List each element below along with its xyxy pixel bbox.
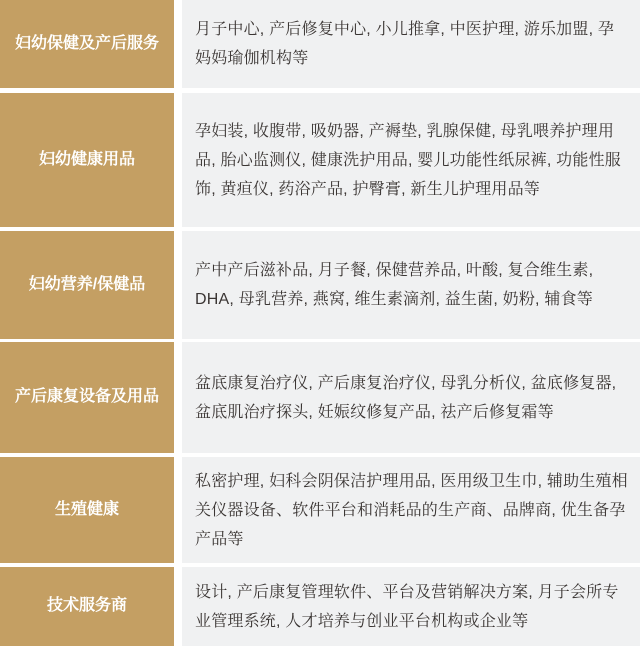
category-label: 妇幼保健及产后服务 xyxy=(14,34,159,52)
category-cell xyxy=(0,0,174,88)
table-row xyxy=(0,93,640,227)
column-divider xyxy=(174,457,182,563)
items-text: 设计, 产后康复管理软件、平台及营销解决方案, 月子会所专业管理系统, 人才培养与创业平台机构或企业等 xyxy=(195,583,619,630)
table-row xyxy=(0,231,640,339)
items-cell xyxy=(182,457,640,563)
table-row xyxy=(0,567,640,646)
column-divider xyxy=(174,93,182,227)
items-text: 孕妇装, 收腹带, 吸奶器, 产褥垫, 乳腺保健, 母乳喂养护理用品, 胎心监测仪, 健康洗护用品, 婴儿功能性纸尿裤, 功能性服饰, 黄疸仪, 药浴产品, 护臀膏, 新生儿护理用品等 xyxy=(195,122,621,198)
category-cell xyxy=(0,567,174,646)
category-cell xyxy=(0,342,174,453)
table-row xyxy=(0,457,640,563)
items-cell xyxy=(182,342,640,453)
items-text: 月子中心, 产后修复中心, 小儿推拿, 中医护理, 游乐加盟, 孕妈妈瑜伽机构等 xyxy=(195,21,615,67)
category-cell xyxy=(0,231,174,339)
category-label: 妇幼健康用品 xyxy=(38,150,135,168)
category-cell xyxy=(0,457,174,563)
category-label: 妇幼营养/保健品 xyxy=(28,275,146,293)
items-text: 产中产后滋补品, 月子餐, 保健营养品, 叶酸, 复合维生素, DHA, 母乳营养, 燕窝, 维生素滴剂, 益生菌, 奶粉, 辅食等 xyxy=(195,262,594,308)
items-text: 私密护理, 妇科会阴保洁护理用品, 医用级卫生巾, 辅助生殖相关仪器设备、软件平台和消耗品的生产商、品牌商, 优生备孕产品等 xyxy=(195,472,628,548)
column-divider xyxy=(174,567,182,646)
column-divider xyxy=(174,342,182,453)
items-cell xyxy=(182,567,640,646)
column-divider xyxy=(174,0,182,88)
category-label: 技术服务商 xyxy=(46,597,127,615)
items-cell xyxy=(182,0,640,88)
items-cell xyxy=(182,231,640,339)
items-text: 盆底康复治疗仪, 产后康复治疗仪, 母乳分析仪, 盆底修复器, 盆底肌治疗探头, 妊娠纹修复产品, 祛产后修复霜等 xyxy=(195,374,617,421)
column-divider xyxy=(174,231,182,339)
table-row xyxy=(0,0,640,88)
table-row xyxy=(0,342,640,453)
category-label: 产后康复设备及用品 xyxy=(14,388,159,406)
category-label: 生殖健康 xyxy=(54,500,119,518)
items-cell xyxy=(182,93,640,227)
category-cell xyxy=(0,93,174,227)
